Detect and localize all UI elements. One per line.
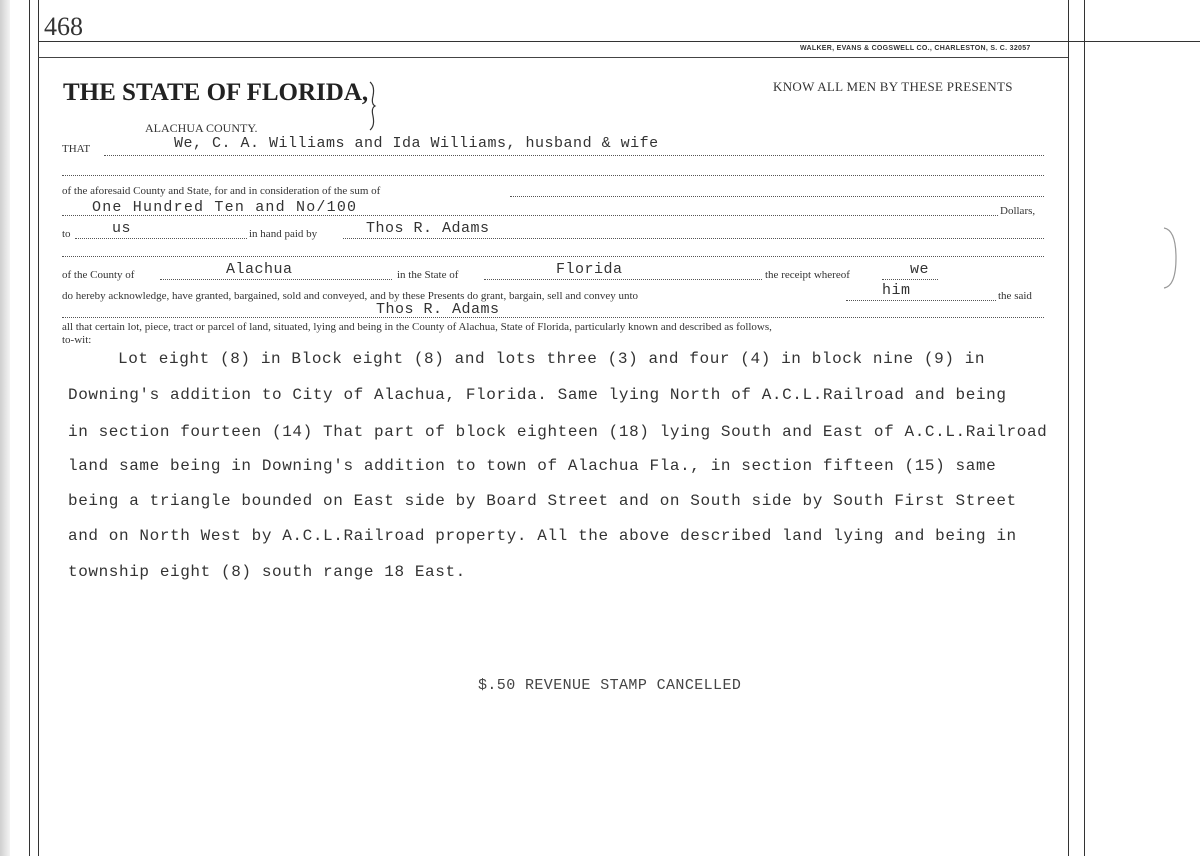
state-of-label: in the State of <box>397 269 459 281</box>
left-margin-rule-inner <box>38 0 39 856</box>
blank-line-2 <box>62 256 1044 257</box>
acknowledge-text: do hereby acknowledge, have granted, bargained, sold and conveyed, and by these Presents do grant, bargain, sell and convey unto <box>62 290 639 302</box>
sum-words-value: One Hundred Ten and No/100 <box>92 199 358 216</box>
grantee-pronoun-value: him <box>882 282 911 299</box>
land-text-1: all that certain lot, piece, tract or parcel of land, situated, lying and being in the County of Alachua, State of Florida, particularly known and described as follows, <box>62 321 772 333</box>
grantee-line <box>846 300 996 301</box>
revenue-stamp-note: $.50 REVENUE STAMP CANCELLED <box>478 677 742 694</box>
that-label: THAT <box>62 143 91 155</box>
receipt-value: we <box>910 261 930 278</box>
paid-by-value: Thos R. Adams <box>366 220 490 237</box>
top-rule <box>38 41 1200 42</box>
grantors-value: We, C. A. Williams and Ida Williams, husband & wife <box>174 135 659 152</box>
that-line <box>104 155 1044 156</box>
description-line-2: Downing's addition to City of Alachua, Florida. Same lying North of A.C.L.Railroad and being <box>68 386 1007 404</box>
scan-edge-shadow <box>0 0 10 856</box>
county-of-line <box>160 279 392 280</box>
receipt-label: the receipt whereof <box>765 269 850 281</box>
binding-mark <box>1160 226 1180 290</box>
description-line-5: being a triangle bounded on East side by Board Street and on South side by South First Street <box>68 492 1017 510</box>
top-rule-lower <box>38 57 1068 58</box>
grantee-name-line <box>62 317 1044 318</box>
sum-line <box>62 215 998 216</box>
heading-brace <box>368 80 376 132</box>
dollars-label: Dollars, <box>1000 205 1036 217</box>
aforesaid-line <box>510 196 1044 197</box>
paid-by-label: in hand paid by <box>249 228 318 240</box>
state-heading: THE STATE OF FLORIDA, <box>63 79 369 106</box>
page-number: 468 <box>44 12 83 41</box>
paid-by-line <box>343 238 1044 239</box>
to-value: us <box>112 220 132 237</box>
presents-heading: KNOW ALL MEN BY THESE PRESENTS <box>773 79 1013 94</box>
blank-line-1 <box>62 175 1044 176</box>
left-margin-rule <box>29 0 30 856</box>
county-of-label: of the County of <box>62 269 135 281</box>
aforesaid-text: of the aforesaid County and State, for and in consideration of the sum of <box>62 185 381 197</box>
state-of-line <box>484 279 762 280</box>
county-value: Alachua <box>226 261 293 278</box>
description-line-1: Lot eight (8) in Block eight (8) and lots three (3) and four (4) in block nine (9) in <box>118 350 986 368</box>
description-line-3: in section fourteen (14) That part of block eighteen (18) lying South and East of A.C.L.Railroad <box>68 423 1048 441</box>
printer-imprint: WALKER, EVANS & COGSWELL CO., CHARLESTON, S. C. 32057 <box>800 45 1031 52</box>
description-line-4: land same being in Downing's addition to town of Alachua Fla., in section fifteen (15) same <box>68 457 997 475</box>
description-line-6: and on North West by A.C.L.Railroad property. All the above described land lying and being in <box>68 527 1017 545</box>
grantee-name-value: Thos R. Adams <box>376 301 500 318</box>
to-label: to <box>62 228 71 240</box>
county-heading: ALACHUA COUNTY. <box>145 121 258 135</box>
state-value: Florida <box>556 261 623 278</box>
right-margin-rule-outer <box>1084 0 1085 856</box>
receipt-line <box>882 279 938 280</box>
land-text-2: to-wit: <box>62 334 92 346</box>
to-line <box>75 238 247 239</box>
description-line-7: township eight (8) south range 18 East. <box>68 563 466 581</box>
the-said-label: the said <box>998 290 1032 302</box>
right-margin-rule <box>1068 0 1069 856</box>
